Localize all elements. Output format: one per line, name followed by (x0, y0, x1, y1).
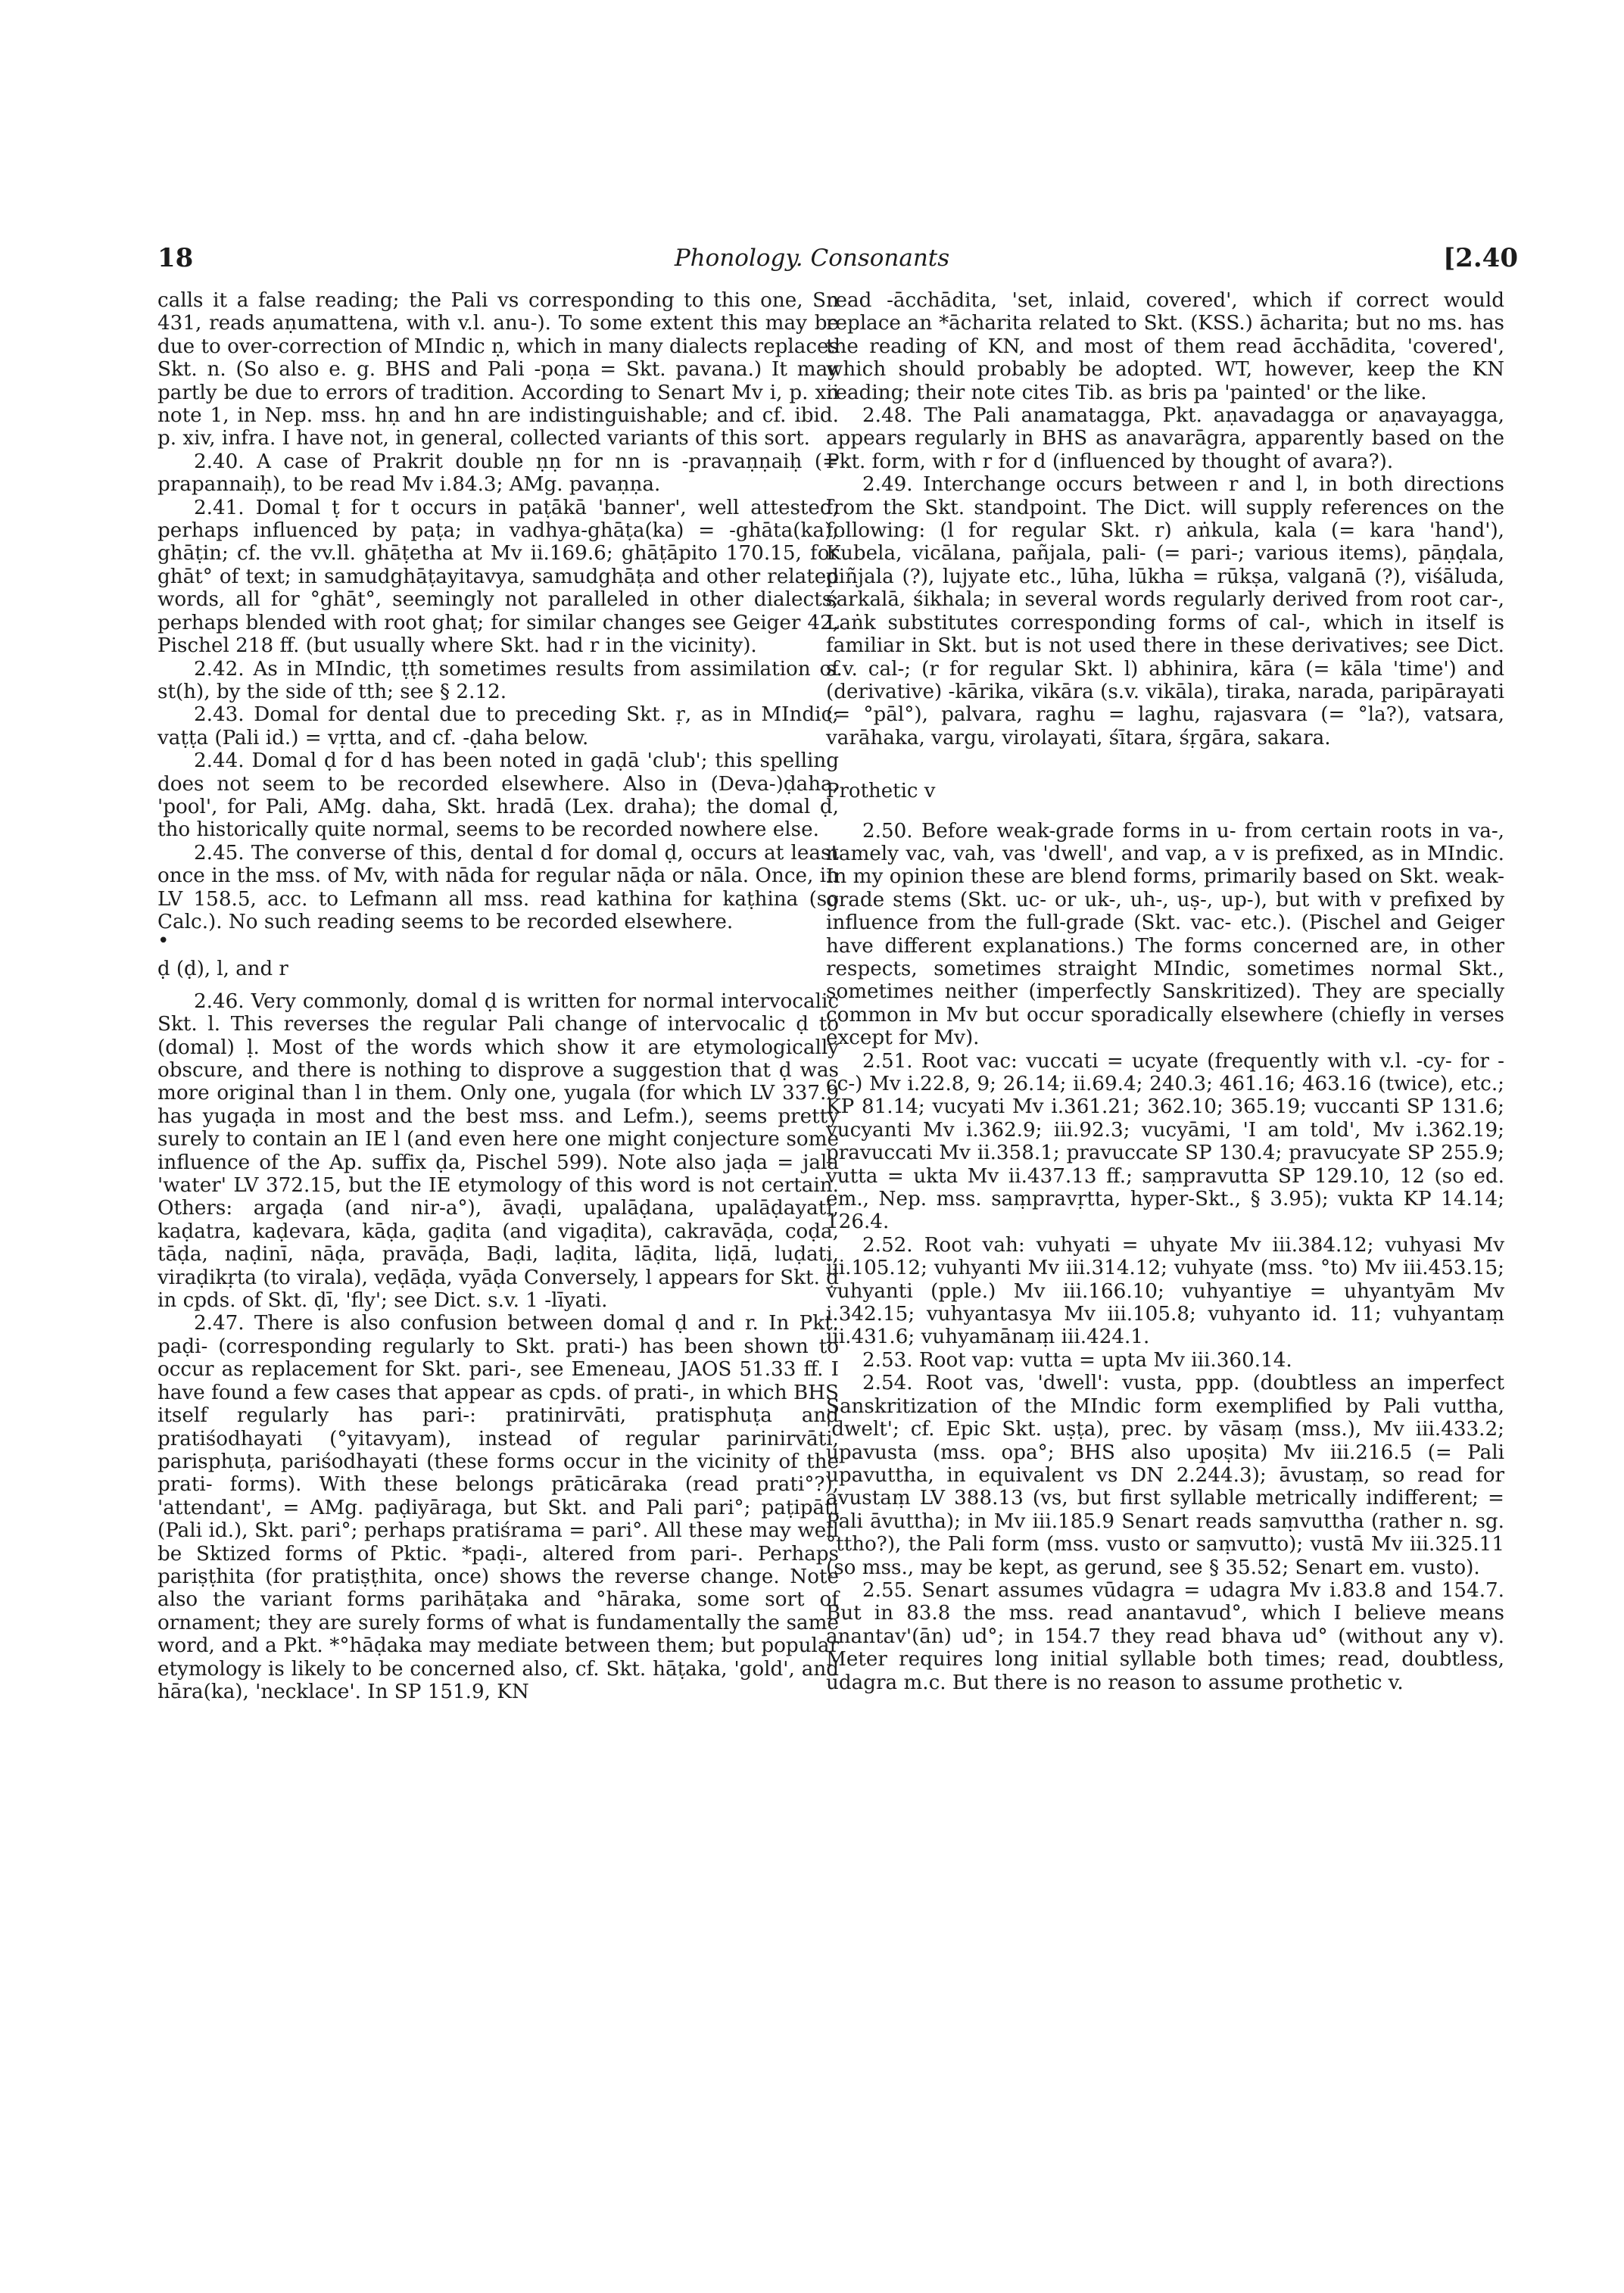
paragraph-2-54: 2.54. Root vas, 'dwell': vusta, ppp. (doubtless an imperfect Sanskritization of the MIndic form exemplified by Pali vuttha, 'dwelt'; cf. Epic Skt. uṣṭa), prec. by vāsaṃ (mss.), Mv iii.433.2; upavusta (mss. opa°; BHS also upoṣita) Mv iii.216.5 (= Pali upavuttha, in equivalent vs DN 2.244.3); āvustaṃ, so read for avustaṃ LV 388.13 (vs, but first syllable metrically indifferent; = Pali āvuttha); in Mv iii.185.9 Senart reads saṃvuttha (rather n. sg. °ttho?), the Pali form (mss. vusto or saṃvutto); vustā Mv iii.325.11 (so mss., may be kept, as gerund, see § 35.52; Senart em. vusto). (826, 1372, 1504, 1579)
section-heading-d-l-r: ḍ (ḍ), l, and r (157, 958, 288, 981)
section-marker: [2.40 (1443, 243, 1518, 273)
section-heading-prothetic-v: Prothetic v (826, 780, 936, 803)
paragraph-continued: read -ācchādita, 'set, inlaid, covered', which if correct would replace an *ācharita related to Skt. (KSS.) ācharita; but no ms. has the reading of KN, and most of them read ācchādita, 'covered', which should probably be adopted. WT, however, keep the KN reading; their note cites Tib. as bris pa 'painted' or the like. (826, 289, 1504, 404)
paragraph-2-48: 2.48. The Pali anamatagga, Pkt. aṇavadagga or aṇavayagga, appears regularly in BHS as anavarāgra, apparently based on the Pkt. form, with r for d (influenced by thought of avara?). (826, 404, 1504, 473)
paragraph-2-41: 2.41. Domal ṭ for t occurs in paṭākā 'banner', well attested, perhaps influenced by paṭa; in vadhya-ghāṭa(ka) = -ghāta(ka); ghāṭin; cf. the vv.ll. ghāṭetha at Mv ii.169.6; ghāṭāpito 170.15, for ghāt° of text; in samudghāṭayitavya, samudghāṭa and other related words, all for °ghāt°, seemingly not paralleled in other dialects; perhaps blended with root ghaṭ; for similar changes see Geiger 42, Pischel 218 ff. (but usually where Skt. had r in the vicinity). (157, 496, 839, 658)
paragraph-2-46: 2.46. Very commonly, domal ḍ is written for normal intervocalic Skt. l. This reverses the regular Pali change of intervocalic ḍ to (domal) ḷ. Most of the words which show it are etymologically obscure, and there is nothing to disprove a suggestion that ḍ was more original than l in them. Only one, yugala (for which LV 337.9 has yugaḍa in most and the best mss. and Lefm.), seems pretty surely to contain an IE l (and even here one might conjecture some influence of the Ap. suffix ḍa, Pischel 599). Note also jaḍa = jala 'water' LV 372.15, but the IE etymology of this word is not certain. Others: argaḍa (and nir-a°), āvaḍi, upalāḍana, upalāḍayati, kaḍatra, kaḍevara, kāḍa, gaḍita (and vigaḍita), cakravāḍa, coḍa, tāḍa, naḍinī, nāḍa, pravāḍa, Baḍi, laḍita, lāḍita, liḍā, luḍati, viraḍikṛta (to virala), veḍāḍa, vyāḍa Conversely, l appears for Skt. ḍ in cpds. of Skt. ḍī, 'fly'; see Dict. s.v. 1 -līyati. (157, 989, 839, 1313)
right-column (826, 289, 1504, 1694)
paragraph-2-53: 2.53. Root vap: vutta = upta Mv iii.360.14. (862, 1348, 1292, 1372)
paragraph-2-49: 2.49. Interchange occurs between r and l, in both directions from the Skt. standpoint. The Dict. will supply references on the following: (l for regular Skt. r) aṅkula, kala (= kara 'hand'), Kubela, vicālana, pañjala, pali- (= pari-; various items), pāṇḍala, piñjala (?), lujyate etc., lūha, lūkha = rūkṣa, valganā (?), viśāluda, śarkalā, śikhala; in several words regularly derived from root car-, Laṅk substitutes corresponding forms of cal-, which in itself is familiar in Skt. but is not used there in these derivatives; see Dict. s.v. cal-; (r for regular Skt. l) abhinira, kāra (= kāla 'time') and (derivative) -kārika, vikāra (s.v. vikāla), tiraka, narada, paripārayati (= °pāl°), palvara, raghu = laghu, rajasvara (= °la?), vatsara, varāhaka, vargu, virolayati, śītara, śṛgāra, sakara. (826, 473, 1504, 749)
paragraph-2-43: 2.43. Domal for dental due to preceding Skt. ṛ, as in MIndic; vaṭṭa (Pali id.) = vṛtta, and cf. -ḍaha below. (157, 703, 839, 749)
paragraph-2-51: 2.51. Root vac: vuccati = ucyate (frequently with v.l. -cy- for -cc-) Mv i.22.8, 9; 26.14; ii.69.4; 240.3; 461.16; 463.16 (twice), etc.; KP 81.14; vucyati Mv i.361.21; 362.10; 365.19; vuccanti SP 131.6; vucyanti Mv i.362.9; iii.92.3; vucyāmi, 'I am told', Mv i.362.19; pravuccati Mv ii.358.1; pravuccate SP 130.4; pravucyate SP 255.9; vutta = ukta Mv ii.437.13 ff.; saṃpravutta SP 129.10, 12 (so ed. em., Nep. mss. saṃpravṛtta, hyper-Skt., § 3.95); vukta KP 14.14; 126.4. (826, 1049, 1504, 1234)
paragraph-2-52: 2.52. Root vah: vuhyati = uhyate Mv iii.384.12; vuhyasi Mv iii.105.12; vuhyanti Mv iii.314.12; vuhyate (mss. °to) Mv iii.453.15; vuhyanti (pple.) Mv iii.166.10; vuhyantiye = uhyantyām Mv i.342.15; vuhyantasya Mv iii.105.8; vuhyanto id. 11; vuhyantaṃ iii.431.6; vuhyamānaṃ iii.424.1. (826, 1233, 1504, 1349)
running-title: Phonology. Consonants (674, 245, 950, 272)
paragraph-2-42: 2.42. As in MIndic, ṭṭh sometimes results from assimilation of st(h), by the side of tth; see § 2.12. (157, 657, 839, 703)
paragraph-2-47: 2.47. There is also confusion between domal ḍ and r. In Pkt. paḍi- (corresponding regularly to Skt. prati-) has been shown to occur as replacement for Skt. pari-, see Emeneau, JAOS 51.33 ff. I have found a few cases that appear as cpds. of prati-, in which BHS itself regularly has pari-: pratinirvāti, pratisphuṭa and pratiśodhayati (°yitavyam), instead of regular parinirvāti, parisphuṭa, pariśodhayati (these forms occur in the vicinity of the prati- forms). With these belongs prāticāraka (read prati°?), 'attendant', = AMg. paḍiyāraga, but Skt. and Pali pari°; paṭipāṭi (Pali id.), Skt. pari°; perhaps pratiśrama = pari°. All these may well be Sktized forms of Pktic. *paḍi-, altered from pari-. Perhaps pariṣṭhita (for pratiṣṭhita, once) shows the reverse change. Note also the variant forms parihāṭaka and °hāraka, some sort of ornament; they are surely forms of what is fundamentally the same word, and a Pkt. *°hāḍaka may mediate between them; but popular etymology is likely to be concerned also, cf. Skt. hāṭaka, 'gold', and hāra(ka), 'necklace'. In SP 151.9, KN (157, 1312, 839, 1703)
section-dot: • (157, 930, 170, 953)
paragraph-2-50: 2.50. Before weak-grade forms in u- from certain roots in va-, namely vac, vah, vas 'dwell', and vap, a v is prefixed, as in MIndic. In my opinion these are blend forms, primarily based on Skt. weak-grade stems (Skt. uc- or uk-, uh-, uṣ-, up-), but with v prefixed by influence from the full-grade (Skt. vac- etc.). (Pischel and Geiger have different explanations.) The forms concerned are, in other respects, sometimes straight MIndic, sometimes normal Skt., sometimes neither (imperfectly Sanskritized). They are specially common in Mv but occur sporadically elsewhere (chiefly in verses except for Mv). (826, 819, 1504, 1050)
paragraph-2-40: 2.40. A case of Prakrit double ṇṇ for nn is -pravaṇṇaiḥ (= prapannaiḥ), to be read Mv i.84.3; AMg. pavaṇṇa. (157, 450, 839, 497)
left-column (157, 289, 839, 1703)
paragraph-continued: calls it a false reading; the Pali vs corresponding to this one, Sn 431, reads aṇumattena, with v.l. anu-). To some extent this may be due to over-correction of MIndic ṇ, which in many dialects replaces Skt. n. (So also e. g. BHS and Pali -poṇa = Skt. pavana.) It may partly be due to errors of tradition. According to Senart Mv i, p. xii note 1, in Nep. mss. hṇ and hn are indistinguishable; and cf. ibid. p. xiv, infra. I have not, in general, collected variants of this sort. (157, 289, 839, 450)
paragraph-2-44: 2.44. Domal ḍ for d has been noted in gaḍā 'club'; this spelling does not seem to be recorded elsewhere. Also in (Deva-)ḍaha, 'pool', for Pali, AMg. daha, Skt. hradā (Lex. draha); the domal ḍ, tho historically quite normal, seems to be recorded nowhere else. (157, 749, 839, 842)
paragraph-2-55: 2.55. Senart assumes vūdagra = udagra Mv i.83.8 and 154.7. But in 83.8 the mss. read anantavud°, which I believe means anantav'(ān) ud°; in 154.7 they read bhava ud° (without any v). Meter requires long initial syllable both times; read, doubtless, ūdagra m.c. But there is no reason to assume prothetic v. (826, 1578, 1504, 1694)
paragraph-2-45: 2.45. The converse of this, dental d for domal ḍ, occurs at least once in the mss. of Mv, with nāda for regular nāḍa or nāla. Once, in LV 158.5, acc. to Lefmann all mss. read kathina for kaṭhina (so Calc.). No such reading seems to be recorded elsewhere. (157, 841, 839, 933)
page-number: 18 (157, 243, 194, 273)
